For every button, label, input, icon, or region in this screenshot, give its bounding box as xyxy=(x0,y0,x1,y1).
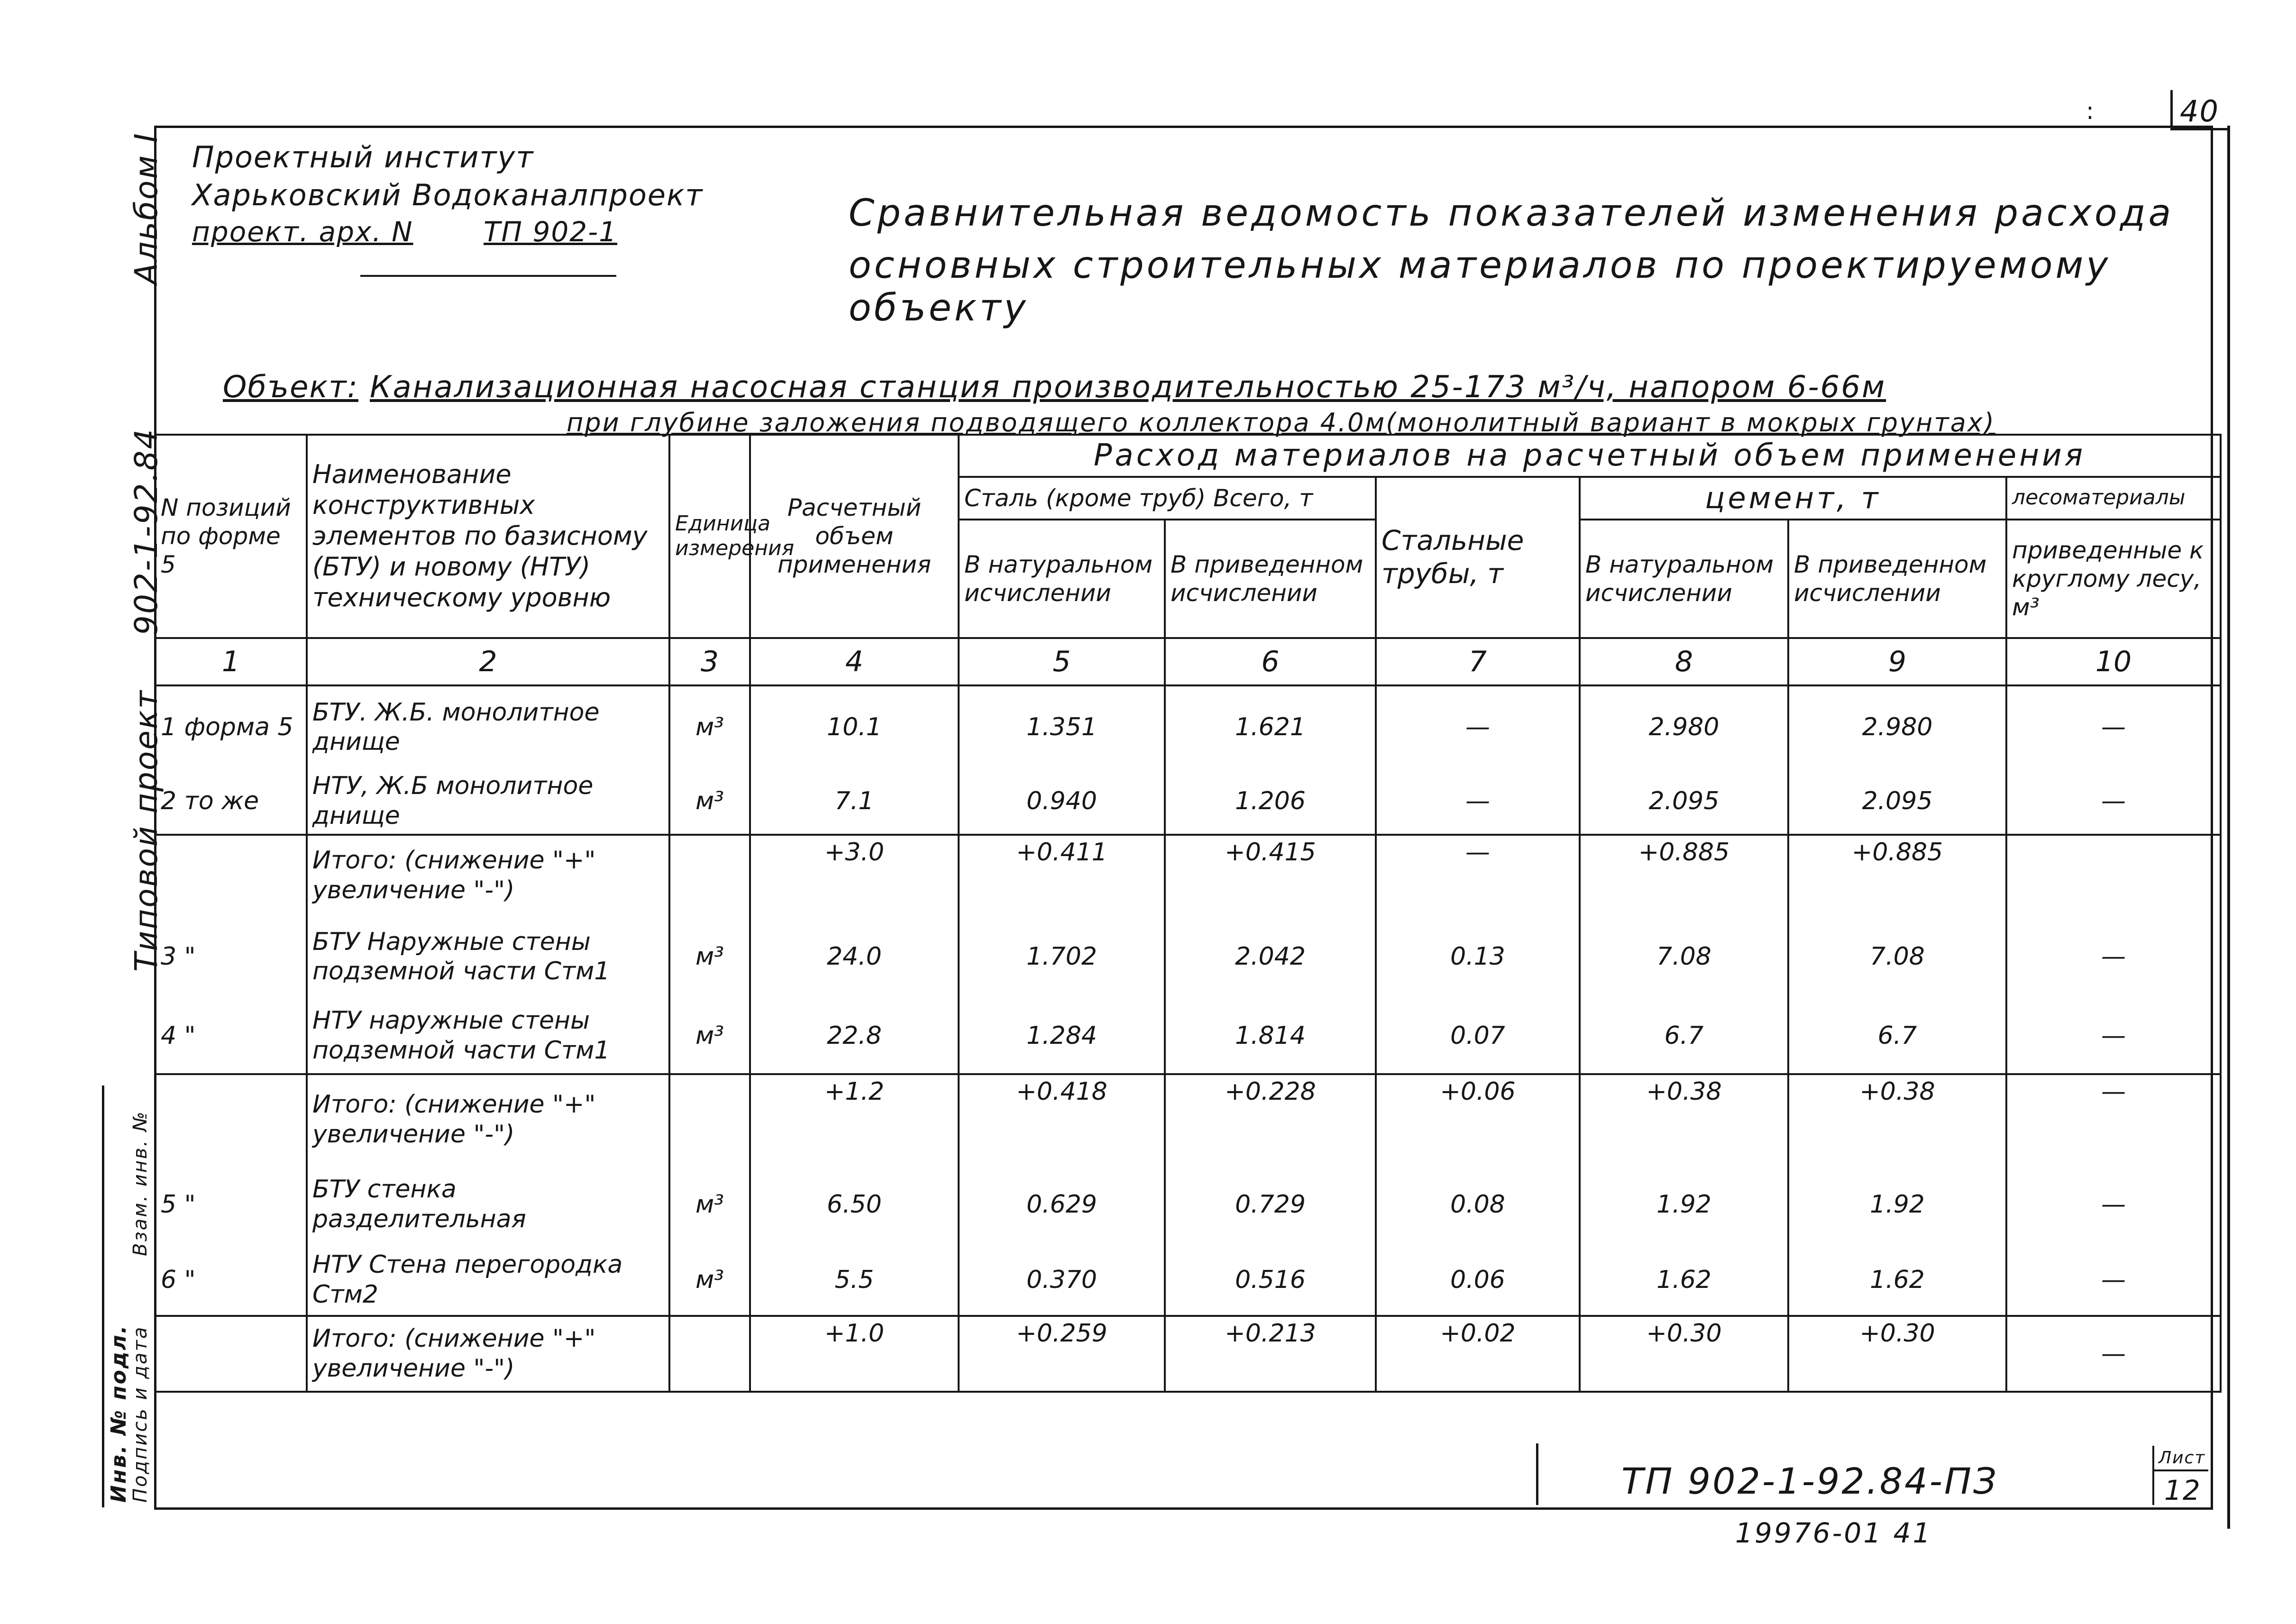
column-number: 3 xyxy=(669,638,750,685)
cell-cement-natural: +0.38 xyxy=(1580,1074,1788,1164)
column-number: 4 xyxy=(750,638,959,685)
stamp-sign-label: Подпись и дата xyxy=(129,1325,151,1503)
cell-unit xyxy=(669,1316,750,1392)
cell-wood: — xyxy=(2006,998,2221,1074)
institute-line-3-value: ТП 902-1 xyxy=(484,216,618,248)
cell-steel-pipes: 0.07 xyxy=(1376,998,1580,1074)
table-row xyxy=(155,915,2221,998)
header-name: Наименование конструктивных элементов по базисному (БТУ) и новому (НТУ) техническому уровню xyxy=(307,435,669,638)
table-row xyxy=(155,768,2221,835)
cell-position: 2 то же xyxy=(155,768,307,835)
cell-steel-natural: +0.411 xyxy=(959,835,1165,915)
cell-name: БТУ Наружные стены подземной части Стм1 xyxy=(307,915,669,998)
cell-cement-natural: 6.7 xyxy=(1580,998,1788,1074)
column-number: 8 xyxy=(1580,638,1788,685)
table-row xyxy=(155,1316,2221,1392)
institute-line-1: Проектный институт xyxy=(192,140,534,174)
institute-line-3-label: проект. арх. N xyxy=(192,216,413,248)
cell-unit: м³ xyxy=(669,1164,750,1245)
header-steel-group: Сталь (кроме труб) Всего, т xyxy=(959,477,1376,520)
materials-table xyxy=(154,434,2222,1393)
cell-steel-natural: +0.418 xyxy=(959,1074,1165,1164)
cell-steel-pipes: — xyxy=(1376,768,1580,835)
cell-steel-pipes: 0.13 xyxy=(1376,915,1580,998)
cell-steel-reduced: +0.228 xyxy=(1165,1074,1376,1164)
header-cement-natural: В натуральном исчислении xyxy=(1580,520,1788,638)
cell-steel-natural: 0.940 xyxy=(959,768,1165,835)
cell-total-label: Итого: (снижение "+" увеличение "-") xyxy=(307,835,669,915)
cell-steel-reduced: +0.415 xyxy=(1165,835,1376,915)
cell-cement-reduced: 2.980 xyxy=(1788,685,2006,768)
cell-volume: +1.2 xyxy=(750,1074,959,1164)
cell-cement-reduced: 1.62 xyxy=(1788,1245,2006,1316)
institute-line-2: Харьковский Водоканалпроект xyxy=(192,178,704,212)
header-steel-natural: В натуральном исчислении xyxy=(959,520,1165,638)
cell-volume: 10.1 xyxy=(750,685,959,768)
header-volume: Расчетный объем применения xyxy=(750,435,959,638)
cell-cement-reduced: +0.885 xyxy=(1788,835,2006,915)
cell-wood: — xyxy=(2006,1316,2221,1392)
cell-volume: 24.0 xyxy=(750,915,959,998)
cell-total-label: Итого: (снижение "+" увеличение "-") xyxy=(307,1316,669,1392)
bottom-number: 19976-01 41 xyxy=(1735,1517,1932,1549)
sheet-number: 40 xyxy=(2180,94,2219,128)
cell-name: БТУ. Ж.Б. монолитное днище xyxy=(307,685,669,768)
cell-wood xyxy=(2006,835,2221,915)
cell-steel-reduced: 1.621 xyxy=(1165,685,1376,768)
column-number: 10 xyxy=(2006,638,2221,685)
institute-underline xyxy=(360,275,616,277)
cell-wood: — xyxy=(2006,1074,2221,1164)
cell-cement-reduced: 2.095 xyxy=(1788,768,2006,835)
sheet-value: 12 xyxy=(2164,1474,2201,1506)
header-wood-group: лесоматериалы xyxy=(2006,477,2221,520)
cell-steel-reduced: 0.516 xyxy=(1165,1245,1376,1316)
cell-steel-reduced: 1.814 xyxy=(1165,998,1376,1074)
cell-volume: +1.0 xyxy=(750,1316,959,1392)
cell-volume: 6.50 xyxy=(750,1164,959,1245)
cell-steel-reduced: 1.206 xyxy=(1165,768,1376,835)
cell-position: 6 " xyxy=(155,1245,307,1316)
cell-steel-pipes: +0.06 xyxy=(1376,1074,1580,1164)
cell-cement-reduced: 7.08 xyxy=(1788,915,2006,998)
cell-cement-natural: 2.095 xyxy=(1580,768,1788,835)
header-wood-reduced: приведенные к круглому лесу, м³ xyxy=(2006,520,2221,638)
cell-steel-natural: 1.351 xyxy=(959,685,1165,768)
cell-cement-reduced: 1.92 xyxy=(1788,1164,2006,1245)
cell-position xyxy=(155,835,307,915)
cell-name: НТУ наружные стены подземной части Стм1 xyxy=(307,998,669,1074)
cell-position xyxy=(155,1074,307,1164)
side-album-label: Альбом I xyxy=(128,132,165,284)
cell-steel-natural: 1.284 xyxy=(959,998,1165,1074)
object-label: Объект: xyxy=(223,370,358,405)
stamp-replace-label: Взам. инв. № xyxy=(129,1110,151,1256)
object-line-2: при глубине заложения подводящего коллектора 4.0м(монолитный вариант в мокрых грунтах) xyxy=(567,408,1995,438)
header-cement-group: цемент, т xyxy=(1580,477,2006,520)
table-row xyxy=(155,835,2221,915)
cell-unit: м³ xyxy=(669,685,750,768)
cell-wood: — xyxy=(2006,768,2221,835)
cell-wood: — xyxy=(2006,915,2221,998)
sheet-label: Лист xyxy=(2159,1448,2206,1468)
cell-name: БТУ стенка разделительная xyxy=(307,1164,669,1245)
table-row xyxy=(155,1245,2221,1316)
header-position: N позиций по форме 5 xyxy=(155,435,307,638)
document-title-line-1: Сравнительная ведомость показателей изменения расхода xyxy=(849,192,2174,235)
cell-steel-natural: 0.370 xyxy=(959,1245,1165,1316)
column-number: 1 xyxy=(155,638,307,685)
table-row xyxy=(155,1074,2221,1164)
table-row xyxy=(155,685,2221,768)
cell-unit xyxy=(669,1074,750,1164)
cell-cement-natural: 1.92 xyxy=(1580,1164,1788,1245)
cell-position: 4 " xyxy=(155,998,307,1074)
cell-unit: м³ xyxy=(669,1245,750,1316)
table-row xyxy=(155,998,2221,1074)
header-steel-reduced: В приведенном исчислении xyxy=(1165,520,1376,638)
object-line-1: Канализационная насосная станция производительностью 25-173 м³/ч, напором 6-66м xyxy=(370,370,1886,405)
sheet-colon-mark: : xyxy=(2086,97,2094,125)
cell-cement-reduced: +0.30 xyxy=(1788,1316,2006,1392)
cell-cement-natural: 1.62 xyxy=(1580,1245,1788,1316)
sheet-box-divider xyxy=(2152,1469,2208,1471)
cell-steel-pipes: 0.06 xyxy=(1376,1245,1580,1316)
side-type-label: Типовой проект xyxy=(128,689,165,972)
document-title-line-2: основных строительных материалов по проектируемому объекту xyxy=(849,244,2111,329)
cell-position: 5 " xyxy=(155,1164,307,1245)
cell-volume: 22.8 xyxy=(750,998,959,1074)
cell-position: 1 форма 5 xyxy=(155,685,307,768)
cell-volume: 5.5 xyxy=(750,1245,959,1316)
stamp-inv-label: Инв. № подл. xyxy=(107,1324,131,1503)
title-block-divider xyxy=(1536,1443,1538,1505)
cell-cement-reduced: +0.38 xyxy=(1788,1074,2006,1164)
column-number: 9 xyxy=(1788,638,2006,685)
cell-volume: +3.0 xyxy=(750,835,959,915)
cell-name: НТУ, Ж.Б монолитное днище xyxy=(307,768,669,835)
table-row xyxy=(155,1164,2221,1245)
header-unit: Единица измерения xyxy=(669,435,750,638)
side-stamp xyxy=(102,1086,154,1507)
cell-unit: м³ xyxy=(669,998,750,1074)
cell-cement-natural: +0.30 xyxy=(1580,1316,1788,1392)
cell-steel-reduced: 2.042 xyxy=(1165,915,1376,998)
cell-unit xyxy=(669,835,750,915)
cell-steel-reduced: 0.729 xyxy=(1165,1164,1376,1245)
cell-cement-natural: 2.980 xyxy=(1580,685,1788,768)
cell-steel-pipes: — xyxy=(1376,835,1580,915)
cell-unit: м³ xyxy=(669,915,750,998)
header-steel-pipes: Стальные трубы, т xyxy=(1376,477,1580,638)
cell-steel-pipes: +0.02 xyxy=(1376,1316,1580,1392)
cell-total-label: Итого: (снижение "+" увеличение "-") xyxy=(307,1074,669,1164)
frame-right-line xyxy=(2227,126,2230,1529)
cell-position: 3 " xyxy=(155,915,307,998)
column-number: 6 xyxy=(1165,638,1376,685)
side-code-label: 902-1-92.84 xyxy=(128,428,165,635)
cell-volume: 7.1 xyxy=(750,768,959,835)
header-materials-group: Расход материалов на расчетный объем применения xyxy=(959,435,2221,477)
cell-position xyxy=(155,1316,307,1392)
cell-steel-pipes: 0.08 xyxy=(1376,1164,1580,1245)
cell-name: НТУ Стена перегородка Стм2 xyxy=(307,1245,669,1316)
cell-unit: м³ xyxy=(669,768,750,835)
cell-cement-reduced: 6.7 xyxy=(1788,998,2006,1074)
cell-steel-natural: +0.259 xyxy=(959,1316,1165,1392)
cell-steel-reduced: +0.213 xyxy=(1165,1316,1376,1392)
cell-steel-natural: 1.702 xyxy=(959,915,1165,998)
cell-wood: — xyxy=(2006,1164,2221,1245)
column-number: 2 xyxy=(307,638,669,685)
cell-steel-natural: 0.629 xyxy=(959,1164,1165,1245)
cell-wood: — xyxy=(2006,1245,2221,1316)
header-cement-reduced: В приведенном исчислении xyxy=(1788,520,2006,638)
cell-cement-natural: 7.08 xyxy=(1580,915,1788,998)
cell-steel-pipes: — xyxy=(1376,685,1580,768)
column-number: 7 xyxy=(1376,638,1580,685)
cell-cement-natural: +0.885 xyxy=(1580,835,1788,915)
column-number: 5 xyxy=(959,638,1165,685)
title-block-code: ТП 902-1-92.84-ПЗ xyxy=(1621,1460,1998,1502)
cell-wood: — xyxy=(2006,685,2221,768)
